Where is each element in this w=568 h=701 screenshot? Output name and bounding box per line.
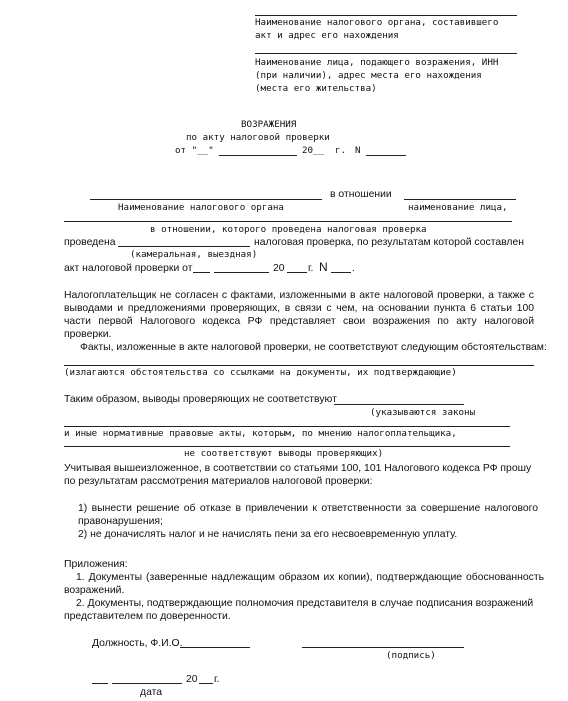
act-year-line[interactable] bbox=[287, 272, 307, 273]
date-year-line[interactable] bbox=[199, 683, 213, 684]
signature-line[interactable] bbox=[302, 647, 464, 648]
act-number-sign: N bbox=[319, 260, 328, 274]
person-line[interactable] bbox=[404, 199, 516, 200]
person-name-line[interactable] bbox=[255, 53, 517, 54]
tax-org-line[interactable] bbox=[90, 199, 322, 200]
act-month-line[interactable] bbox=[214, 272, 269, 273]
title-year: 20__ bbox=[302, 145, 325, 156]
org-name-line[interactable] bbox=[255, 15, 517, 16]
circumstances-caption: (излагаются обстоятельства со ссылками на документы, их подтверждающие) bbox=[64, 367, 457, 378]
title-date-prefix: от "__" bbox=[175, 145, 214, 156]
facts-paragraph: Факты, изложенные в акте налоговой проверки, не соответствуют следующим обстоятельствам: bbox=[80, 342, 547, 353]
person-caption-line1: Наименование лица, подающего возражения, ИНН bbox=[255, 57, 499, 68]
attachments-heading: Приложения: bbox=[64, 559, 128, 570]
attachment-item-1: 1. Документы (заверенные надлежащим образом их копии), подтверждающие обоснованность возражений. bbox=[64, 572, 544, 596]
act-year: 20 bbox=[273, 263, 285, 274]
act-year-suffix: г. bbox=[308, 263, 314, 274]
attachment-item-2: 2. Документы, подтверждающие полномочия представителя в случае подписания возражений представителем по доверенности. bbox=[64, 598, 534, 622]
audited-person-caption: в отношении, которого проведена налоговая проверка bbox=[150, 224, 427, 235]
tax-audit-text: налоговая проверка, по результатам которой составлен bbox=[254, 237, 524, 248]
request-paragraph: Учитывая вышеизложенное, в соответствии со статьями 100, 101 Налогового кодекса РФ прошу по результатам рассмотрения материалов налоговой проверки: bbox=[64, 463, 532, 487]
title-number-line[interactable] bbox=[366, 155, 406, 156]
objection-paragraph: Налогоплательщик не согласен с фактами, изложенными в акте налоговой проверки, а также с выводами и предложениями проверяющих, в связи с чем, на основании пункта 6 статьи 100 части первой Налогового кодекса РФ представляет свои возражения по акту налоговой проверки. bbox=[64, 290, 534, 340]
act-prefix: акт налоговой проверки от bbox=[64, 263, 193, 274]
request-item-2: 2) не доначислять налог и не начислять пени за его несвоевременную уплату. bbox=[78, 529, 458, 540]
conducted-label: проведена bbox=[64, 237, 116, 248]
audit-type-caption: (камеральная, выездная) bbox=[130, 249, 258, 260]
act-number-line[interactable] bbox=[331, 272, 351, 273]
legal-acts-caption: и иные нормативные правовые акты, которым, по мнению налогоплательщика, bbox=[64, 428, 457, 439]
signature-caption: (подпись) bbox=[386, 650, 436, 661]
date-day-line[interactable] bbox=[92, 683, 108, 684]
document-subtitle: по акту налоговой проверки bbox=[186, 132, 330, 143]
inconsistency-line[interactable] bbox=[64, 446, 510, 447]
audit-type-line[interactable] bbox=[118, 246, 250, 247]
tax-org-caption: Наименование налогового органа bbox=[118, 202, 284, 213]
position-label: Должность, Ф.И.О. bbox=[92, 638, 183, 649]
request-item-1: 1) вынести решение об отказе в привлечении к ответственности за совершение налогового правонарушения; bbox=[78, 503, 538, 527]
audited-person-line[interactable] bbox=[64, 221, 512, 222]
person-name-caption: наименование лица, bbox=[408, 202, 508, 213]
person-caption-line3: (места его жительства) bbox=[255, 83, 377, 94]
inconsistency-caption: не соответствуют выводы проверяющих) bbox=[184, 448, 384, 459]
org-caption-line1: Наименование налогового органа, составившего bbox=[255, 17, 499, 28]
act-end: . bbox=[352, 263, 355, 274]
date-month-line[interactable] bbox=[112, 683, 182, 684]
act-day-line[interactable] bbox=[193, 272, 210, 273]
legal-acts-line[interactable] bbox=[64, 426, 510, 427]
org-caption-line2: акт и адрес его нахождения bbox=[255, 30, 399, 41]
regarding-label: в отношении bbox=[330, 189, 392, 200]
position-line[interactable] bbox=[180, 647, 250, 648]
circumstances-line[interactable] bbox=[64, 365, 534, 366]
conclusion-paragraph: Таким образом, выводы проверяющих не соответствуют bbox=[64, 394, 337, 405]
date-year-suffix: г. bbox=[214, 674, 220, 685]
date-caption: дата bbox=[140, 687, 163, 698]
laws-line[interactable] bbox=[334, 404, 464, 405]
title-year-suffix: г. bbox=[335, 145, 347, 156]
title-number-sign: N bbox=[355, 145, 361, 156]
person-caption-line2: (при наличии), адрес места его нахождения bbox=[255, 70, 482, 81]
document-title: ВОЗРАЖЕНИЯ bbox=[241, 119, 297, 130]
date-year: 20 bbox=[186, 674, 198, 685]
laws-caption: (указываются законы bbox=[370, 407, 476, 418]
title-month-line[interactable] bbox=[219, 155, 297, 156]
